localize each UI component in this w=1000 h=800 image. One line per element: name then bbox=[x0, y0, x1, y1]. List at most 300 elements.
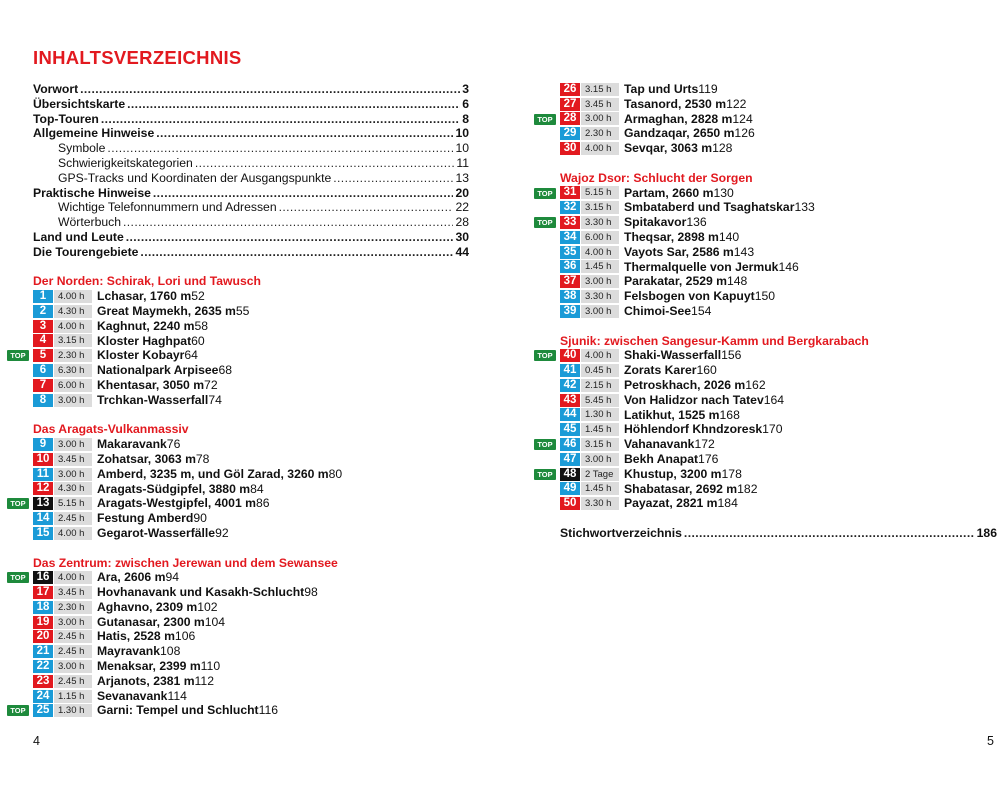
tour-duration: 3.45 h bbox=[54, 453, 92, 466]
tour-number-badge: 27 bbox=[560, 98, 580, 111]
tour-page: 124 bbox=[732, 111, 753, 126]
tour-duration: 3.00 h bbox=[581, 112, 619, 125]
tour-number-badge: 18 bbox=[33, 601, 53, 614]
tour-duration: 3.00 h bbox=[54, 394, 92, 407]
tour-entry[interactable] bbox=[560, 363, 997, 378]
tour-page: 110 bbox=[200, 659, 221, 674]
tour-duration: 3.00 h bbox=[581, 275, 619, 288]
tour-number-badge: 19 bbox=[33, 616, 53, 629]
tour-entry[interactable] bbox=[537, 466, 997, 482]
tour-page: 108 bbox=[160, 644, 181, 659]
toc-entry-label: Top-Touren bbox=[33, 111, 99, 126]
tour-number-badge: 47 bbox=[560, 453, 580, 466]
tour-name: Armaghan, 2828 m bbox=[624, 111, 733, 126]
tour-duration: 3.45 h bbox=[581, 98, 619, 111]
tour-duration: 3.15 h bbox=[581, 201, 619, 214]
tour-number-badge: 11 bbox=[33, 468, 53, 481]
tour-entry[interactable] bbox=[33, 674, 469, 689]
toc-entry[interactable] bbox=[33, 186, 469, 201]
tour-entry[interactable] bbox=[560, 304, 997, 319]
toc-entry[interactable] bbox=[33, 112, 469, 127]
toc-entry[interactable] bbox=[33, 97, 469, 112]
toc-entry[interactable] bbox=[33, 171, 469, 186]
tour-name: Tasanord, 2530 m bbox=[624, 96, 727, 111]
toc-entry-page: 22 bbox=[455, 200, 469, 215]
general-entries bbox=[33, 82, 469, 260]
toc-entry-page: 10 bbox=[455, 141, 469, 156]
tour-duration: 2 Tage bbox=[581, 468, 619, 481]
tour-page: 74 bbox=[208, 392, 222, 407]
tour-entry[interactable] bbox=[537, 437, 997, 452]
top-badge: TOP bbox=[7, 498, 29, 509]
tour-duration: 5.15 h bbox=[54, 497, 92, 510]
tour-duration: 3.30 h bbox=[581, 216, 619, 229]
tour-number-badge: 17 bbox=[33, 586, 53, 599]
tour-entry[interactable] bbox=[33, 437, 469, 452]
tour-number-badge: 35 bbox=[560, 246, 580, 259]
tour-page: 64 bbox=[184, 348, 198, 363]
tour-number-badge: 2 bbox=[33, 305, 53, 318]
tour-number-badge: 5 bbox=[33, 349, 53, 362]
tour-page: 112 bbox=[194, 673, 214, 688]
right-sections bbox=[537, 82, 997, 511]
tour-number-badge: 9 bbox=[33, 438, 53, 451]
toc-entry-label: Land und Leute bbox=[33, 229, 124, 244]
tour-duration: 3.00 h bbox=[54, 616, 92, 629]
tour-entry[interactable] bbox=[560, 141, 997, 156]
tour-number-badge: 49 bbox=[560, 482, 580, 495]
top-badge: TOP bbox=[534, 350, 556, 361]
top-badge: TOP bbox=[7, 350, 29, 361]
tour-page: 146 bbox=[778, 259, 799, 274]
toc-entry[interactable] bbox=[33, 215, 469, 230]
tour-name: Chimoi-See bbox=[624, 303, 692, 318]
tour-entry[interactable] bbox=[33, 600, 469, 615]
tour-name: Lchasar, 1760 m bbox=[97, 289, 192, 304]
tour-entry[interactable] bbox=[33, 304, 469, 319]
toc-entry-label: Symbole bbox=[58, 141, 106, 156]
tour-page: 126 bbox=[734, 126, 755, 141]
leader-dots bbox=[127, 97, 460, 112]
leader-dots bbox=[107, 141, 453, 156]
top-badge: TOP bbox=[7, 705, 29, 716]
tour-duration: 3.00 h bbox=[581, 305, 619, 318]
toc-entry[interactable] bbox=[33, 126, 469, 141]
tour-number-badge: 14 bbox=[33, 512, 53, 525]
tour-page: 80 bbox=[328, 466, 343, 481]
tour-entry[interactable] bbox=[560, 200, 997, 215]
tour-duration: 4.00 h bbox=[54, 527, 92, 540]
tour-entry[interactable] bbox=[33, 511, 469, 526]
tour-entry[interactable] bbox=[33, 615, 469, 630]
tour-entry[interactable] bbox=[560, 378, 997, 393]
tour-name: Zohatsar, 3063 m bbox=[97, 451, 196, 466]
tour-page: 178 bbox=[721, 466, 742, 481]
toc-entry-page: 10 bbox=[455, 126, 469, 141]
tour-page: 170 bbox=[762, 422, 783, 437]
leader-dots bbox=[153, 186, 454, 201]
tour-entry[interactable] bbox=[560, 452, 997, 467]
tour-name: Spitakavor bbox=[624, 215, 687, 230]
leader-dots bbox=[126, 230, 454, 245]
tour-name: Vahanavank bbox=[624, 437, 695, 452]
tour-name: Petroskhach, 2026 m bbox=[624, 377, 746, 392]
toc-entry-label: Die Tourengebiete bbox=[33, 244, 139, 259]
tour-duration: 2.45 h bbox=[54, 630, 92, 643]
tour-name: Gegarot-Wasserfälle bbox=[97, 525, 216, 540]
tour-name: Gutanasar, 2300 m bbox=[97, 614, 205, 629]
tour-number-badge: 4 bbox=[33, 334, 53, 347]
toc-entry[interactable] bbox=[33, 245, 469, 260]
tour-number-badge: 32 bbox=[560, 201, 580, 214]
tour-name: Sevqar, 3063 m bbox=[624, 141, 713, 156]
tour-duration: 4.00 h bbox=[581, 246, 619, 259]
tour-entry[interactable] bbox=[10, 570, 469, 585]
tour-number-badge: 39 bbox=[560, 305, 580, 318]
region-title: Sjunik: zwischen Sangesur-Kamm und Bergkarabach bbox=[560, 333, 869, 348]
tour-name: Partam, 2660 m bbox=[624, 185, 714, 200]
toc-entry-page: 44 bbox=[455, 244, 469, 259]
tour-number-badge: 48 bbox=[560, 468, 580, 481]
tour-name: Shaki-Wasserfall bbox=[624, 348, 722, 363]
toc-entry[interactable] bbox=[33, 82, 469, 97]
leader-dots bbox=[123, 215, 453, 230]
toc-entry-label: Praktische Hinweise bbox=[33, 185, 151, 200]
tour-duration: 1.45 h bbox=[581, 423, 619, 436]
tour-duration: 6.00 h bbox=[581, 231, 619, 244]
tour-name: Kaghnut, 2240 m bbox=[97, 318, 195, 333]
tour-name: Latikhut, 1525 m bbox=[624, 407, 720, 422]
tour-entry[interactable] bbox=[33, 363, 469, 378]
tour-duration: 4.00 h bbox=[581, 349, 619, 362]
tour-page: 162 bbox=[745, 377, 766, 392]
tour-number-badge: 12 bbox=[33, 482, 53, 495]
tour-name: Von Halidzor nach Tatev bbox=[624, 392, 764, 407]
tour-entry[interactable] bbox=[537, 185, 997, 201]
tour-name: Payazat, 2821 m bbox=[624, 496, 718, 511]
tour-page: 119 bbox=[698, 82, 718, 96]
tour-entry[interactable] bbox=[560, 408, 997, 423]
region-title: Das Zentrum: zwischen Jerewan und dem Sewansee bbox=[33, 555, 338, 570]
tour-entry[interactable] bbox=[560, 496, 997, 511]
tour-number-badge: 38 bbox=[560, 290, 580, 303]
tour-page: 55 bbox=[235, 303, 250, 318]
toc-entry-page: 8 bbox=[462, 111, 469, 126]
tour-duration: 5.45 h bbox=[581, 394, 619, 407]
tour-duration: 3.15 h bbox=[581, 438, 619, 451]
tour-entry[interactable] bbox=[33, 452, 469, 467]
tour-entry[interactable] bbox=[560, 245, 997, 260]
tour-entry[interactable] bbox=[10, 496, 469, 511]
tour-duration: 4.30 h bbox=[54, 482, 92, 495]
tour-entry[interactable] bbox=[33, 334, 469, 349]
tour-entry[interactable] bbox=[33, 289, 469, 304]
toc-entry-label: Wichtige Telefonnummern und Adressen bbox=[58, 200, 277, 215]
tour-number-badge: 42 bbox=[560, 379, 580, 392]
tour-page: 86 bbox=[255, 496, 270, 511]
tour-entry[interactable] bbox=[537, 348, 997, 363]
tour-entry[interactable] bbox=[560, 126, 997, 141]
tour-number-badge: 46 bbox=[560, 438, 580, 451]
region-section bbox=[10, 274, 469, 407]
tour-page: 68 bbox=[218, 363, 233, 378]
index-entry[interactable] bbox=[560, 526, 997, 541]
tour-name: Menaksar, 2399 m bbox=[97, 659, 201, 674]
tour-page: 76 bbox=[166, 437, 181, 452]
tour-page: 172 bbox=[694, 437, 715, 452]
leader-dots bbox=[156, 126, 453, 141]
tour-name: Khentasar, 3050 m bbox=[97, 377, 205, 392]
top-badge: TOP bbox=[7, 572, 29, 583]
region-title: Wajoz Dsor: Schlucht der Sorgen bbox=[560, 170, 753, 185]
top-badge: TOP bbox=[534, 188, 556, 199]
tour-number-badge: 16 bbox=[33, 571, 53, 584]
tour-number-badge: 15 bbox=[33, 527, 53, 540]
tour-name: Theqsar, 2898 m bbox=[624, 229, 719, 244]
tour-number-badge: 3 bbox=[33, 320, 53, 333]
tour-name: Felsbogen von Kapuyt bbox=[624, 289, 755, 304]
tour-entry[interactable] bbox=[33, 526, 469, 541]
toc-entry[interactable] bbox=[33, 230, 469, 245]
tour-number-badge: 50 bbox=[560, 497, 580, 510]
index-entry-label: Stichwortverzeichnis bbox=[560, 525, 682, 540]
tour-entry[interactable] bbox=[33, 629, 469, 644]
tour-entry[interactable] bbox=[33, 585, 469, 600]
toc-entry-page: 13 bbox=[455, 170, 469, 185]
tour-duration: 4.30 h bbox=[54, 305, 92, 318]
tour-page: 58 bbox=[194, 318, 209, 333]
tour-page: 90 bbox=[193, 511, 207, 526]
tour-entry[interactable] bbox=[560, 289, 997, 304]
toc-entry[interactable] bbox=[33, 156, 469, 171]
tour-number-badge: 6 bbox=[33, 364, 53, 377]
tour-name: Festung Amberd bbox=[97, 511, 194, 526]
tour-number-badge: 25 bbox=[33, 704, 53, 717]
leader-dots bbox=[333, 171, 453, 186]
tour-number-badge: 13 bbox=[33, 497, 53, 510]
tour-name: Trchkan-Wasserfall bbox=[97, 392, 209, 407]
tour-entry[interactable] bbox=[560, 260, 997, 275]
tour-page: 168 bbox=[719, 407, 740, 422]
tour-page: 92 bbox=[215, 525, 229, 540]
tour-number-badge: 45 bbox=[560, 423, 580, 436]
leader-dots bbox=[80, 82, 460, 97]
top-badge: TOP bbox=[534, 114, 556, 125]
tour-name: Tap und Urts bbox=[624, 82, 699, 96]
tour-page: 116 bbox=[258, 703, 279, 718]
tour-name: Arjanots, 2381 m bbox=[97, 673, 195, 688]
index-entry-page: 186 bbox=[976, 525, 997, 540]
tour-number-badge: 22 bbox=[33, 660, 53, 673]
leader-dots bbox=[195, 156, 455, 171]
toc-entry-label: Wörterbuch bbox=[58, 215, 121, 230]
tour-name: Kloster Kobayr bbox=[97, 348, 185, 363]
tour-duration: 4.00 h bbox=[54, 320, 92, 333]
tour-number-badge: 20 bbox=[33, 630, 53, 643]
tour-page: 130 bbox=[713, 185, 734, 200]
tour-page: 104 bbox=[204, 614, 226, 629]
tour-name: Khustup, 3200 m bbox=[624, 466, 722, 481]
tour-page: 133 bbox=[794, 200, 815, 215]
tour-page: 150 bbox=[754, 289, 776, 304]
tour-name: Gandzaqar, 2650 m bbox=[624, 126, 735, 141]
tour-entry[interactable] bbox=[10, 348, 469, 363]
toc-entry-label: GPS-Tracks und Koordinaten der Ausgangspunkte bbox=[58, 170, 332, 185]
tour-entry[interactable] bbox=[560, 97, 997, 112]
tour-number-badge: 41 bbox=[560, 364, 580, 377]
tour-name: Aragats-Westgipfel, 4001 m bbox=[97, 496, 256, 511]
tour-duration: 1.30 h bbox=[581, 408, 619, 421]
tour-page: 148 bbox=[727, 274, 748, 289]
tour-page: 140 bbox=[718, 229, 740, 244]
tour-entry[interactable] bbox=[33, 393, 469, 408]
tour-number-badge: 26 bbox=[560, 83, 580, 96]
tour-name: Makaravank bbox=[97, 437, 167, 452]
top-badge: TOP bbox=[534, 217, 556, 228]
tour-duration: 5.15 h bbox=[581, 186, 619, 199]
region-section bbox=[537, 82, 997, 156]
tour-number-badge: 24 bbox=[33, 690, 53, 703]
tour-number-badge: 40 bbox=[560, 349, 580, 362]
toc-entry[interactable] bbox=[33, 200, 469, 215]
page-number-right: 5 bbox=[987, 734, 994, 748]
toc-left-column bbox=[10, 82, 469, 718]
tour-number-badge: 21 bbox=[33, 645, 53, 658]
top-badge: TOP bbox=[534, 469, 556, 480]
tour-duration: 3.30 h bbox=[581, 290, 619, 303]
tour-name: Zorats Karer bbox=[624, 363, 697, 378]
leader-dots bbox=[140, 245, 453, 260]
tour-number-badge: 31 bbox=[560, 186, 580, 199]
tour-number-badge: 44 bbox=[560, 408, 580, 421]
tour-name: Ara, 2606 m bbox=[97, 570, 166, 585]
tour-name: Höhlendorf Khndzoresk bbox=[624, 422, 763, 437]
tour-duration: 1.30 h bbox=[54, 704, 92, 717]
toc-entry-page: 3 bbox=[462, 82, 469, 96]
tour-duration: 3.45 h bbox=[54, 586, 92, 599]
tour-entry[interactable] bbox=[33, 644, 469, 659]
tour-entry[interactable] bbox=[10, 703, 469, 718]
leader-dots bbox=[101, 112, 460, 127]
tour-entry[interactable] bbox=[33, 659, 469, 674]
toc-entry-page: 20 bbox=[455, 185, 469, 200]
tour-name: Great Maymekh, 2635 m bbox=[97, 303, 236, 318]
tour-entry[interactable] bbox=[560, 393, 997, 408]
tour-number-badge: 7 bbox=[33, 379, 53, 392]
tour-name: Aragats-Südgipfel, 3880 m bbox=[97, 481, 251, 496]
tour-duration: 2.45 h bbox=[54, 512, 92, 525]
tour-entry[interactable] bbox=[560, 274, 997, 289]
tour-name: Garni: Tempel und Schlucht bbox=[97, 703, 259, 718]
tour-entry[interactable] bbox=[560, 82, 997, 97]
tour-number-badge: 10 bbox=[33, 453, 53, 466]
tour-page: 78 bbox=[195, 451, 210, 466]
tour-number-badge: 30 bbox=[560, 142, 580, 155]
tour-entry[interactable] bbox=[537, 215, 997, 230]
tour-page: 98 bbox=[304, 585, 318, 600]
tour-page: 156 bbox=[721, 348, 742, 363]
tour-page: 72 bbox=[204, 377, 218, 392]
tour-page: 176 bbox=[698, 451, 719, 466]
tour-page: 136 bbox=[686, 215, 707, 230]
toc-entry-page: 11 bbox=[456, 155, 469, 170]
tour-duration: 1.15 h bbox=[54, 690, 92, 703]
tour-entry[interactable] bbox=[537, 111, 997, 127]
tour-duration: 3.15 h bbox=[54, 334, 92, 347]
leader-dots bbox=[279, 200, 454, 215]
tour-name: Aghavno, 2309 m bbox=[97, 599, 198, 614]
tour-duration: 3.00 h bbox=[581, 453, 619, 466]
tour-name: Amberd, 3235 m, und Göl Zarad, 3260 m bbox=[97, 466, 329, 481]
tour-name: Hovhanavank und Kasakh-Schlucht bbox=[97, 585, 305, 600]
tour-entry[interactable] bbox=[33, 319, 469, 334]
tour-duration: 0.45 h bbox=[581, 364, 619, 377]
tour-entry[interactable] bbox=[33, 482, 469, 497]
tour-name: Parakatar, 2529 m bbox=[624, 274, 727, 289]
tour-number-badge: 37 bbox=[560, 275, 580, 288]
tour-name: Hatis, 2528 m bbox=[97, 629, 175, 644]
tour-page: 60 bbox=[191, 333, 205, 348]
toc-right-column bbox=[537, 82, 997, 541]
tour-name: Vayots Sar, 2586 m bbox=[624, 244, 734, 259]
tour-page: 182 bbox=[737, 481, 758, 496]
tour-page: 84 bbox=[250, 481, 264, 496]
tour-duration: 3.30 h bbox=[581, 497, 619, 510]
tour-number-badge: 34 bbox=[560, 231, 580, 244]
region-title: Der Norden: Schirak, Lori und Tawusch bbox=[33, 274, 261, 289]
tour-duration: 2.30 h bbox=[54, 349, 92, 362]
tour-name: Sevanavank bbox=[97, 688, 168, 703]
tour-duration: 4.00 h bbox=[54, 571, 92, 584]
tour-number-badge: 43 bbox=[560, 394, 580, 407]
tour-duration: 1.45 h bbox=[581, 482, 619, 495]
tour-page: 114 bbox=[167, 688, 187, 703]
toc-entry-page: 6 bbox=[462, 96, 469, 111]
top-badge: TOP bbox=[534, 439, 556, 450]
tour-duration: 2.45 h bbox=[54, 645, 92, 658]
tour-duration: 3.00 h bbox=[54, 660, 92, 673]
tour-page: 143 bbox=[733, 244, 755, 259]
region-title: Das Aragats-Vulkanmassiv bbox=[33, 422, 189, 437]
tour-page: 102 bbox=[197, 599, 218, 614]
tour-number-badge: 23 bbox=[33, 675, 53, 688]
tour-number-badge: 28 bbox=[560, 112, 580, 125]
tour-number-badge: 36 bbox=[560, 260, 580, 273]
tour-duration: 1.45 h bbox=[581, 260, 619, 273]
tour-page: 154 bbox=[691, 303, 712, 318]
tour-entry[interactable] bbox=[560, 422, 997, 437]
tour-duration: 2.30 h bbox=[54, 601, 92, 614]
tour-number-badge: 8 bbox=[33, 394, 53, 407]
tour-entry[interactable] bbox=[33, 378, 469, 393]
tour-entry[interactable] bbox=[560, 482, 997, 497]
tour-duration: 3.15 h bbox=[581, 83, 619, 96]
toc-entry-label: Allgemeine Hinweise bbox=[33, 126, 155, 141]
tour-duration: 3.00 h bbox=[54, 438, 92, 451]
tour-entry[interactable] bbox=[560, 230, 997, 245]
toc-entry[interactable] bbox=[33, 141, 469, 156]
region-section bbox=[537, 170, 997, 319]
tour-page: 128 bbox=[712, 141, 733, 156]
leader-dots bbox=[684, 526, 975, 541]
tour-name: Mayravank bbox=[97, 644, 161, 659]
tour-entry[interactable] bbox=[33, 467, 469, 482]
tour-page: 160 bbox=[696, 363, 717, 378]
toc-entry-label: Vorwort bbox=[33, 82, 79, 96]
tour-duration: 6.30 h bbox=[54, 364, 92, 377]
tour-entry[interactable] bbox=[33, 689, 469, 704]
toc-entry-label: Schwierigkeitskategorien bbox=[58, 155, 193, 170]
